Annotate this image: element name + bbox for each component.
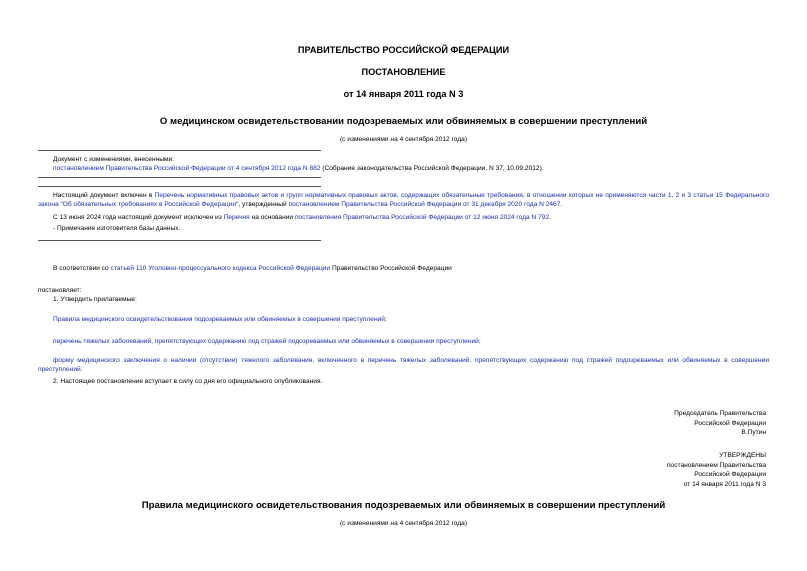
changes-block [53, 155, 773, 173]
item-1: 1. Утвердить прилагаемые: [53, 296, 137, 303]
rules-title: Правила медицинского освидетельствования подозреваемых или обвиняемых в совершении преступлений [141, 500, 666, 511]
edition-note: (с изменениями на 4 сентября 2012 года) [339, 136, 468, 143]
date-number: от 14 января 2011 года N 3 [343, 89, 464, 99]
approval-date: от 14 января 2011 года N 3 [683, 480, 766, 488]
signature-org: Российской Федерации [694, 419, 766, 427]
signature-block [674, 409, 766, 438]
document-title: О медицинском освидетельствовании подозреваемых или обвиняемых в совершении преступлений [159, 116, 648, 127]
rules-edition: (с изменениями на 4 сентября 2012 года) [339, 520, 468, 527]
approval-block [667, 451, 766, 489]
decree-792-link[interactable]: постановления Правительства Российской Федерации от 12 июня 2024 года N 792 [294, 214, 550, 221]
medical-form-link[interactable]: форму медицинского заключения о наличии (отсутствии) тяжелого заболевания, включенного в перечень тяжелых заболеваний, препятствующих содержанию под стражей подозреваемых или обвиняемых в совершении преступлений. [38, 357, 769, 373]
amendment-link[interactable]: постановлением Правительства Российской Федерации от 4 сентября 2012 года N 882 [53, 165, 321, 172]
perechen-link[interactable]: Перечень нормативных правовых актов и групп нормативных правовых актов, содержащих обязательные требования, в отношении которых не применяются части 1, 2 и 3 статьи 15 Федерального закона "Об обязательных требованиях в Российской Федерации" [38, 192, 769, 208]
divider [38, 186, 321, 187]
rules-link[interactable]: Правила медицинского освидетельствования подозреваемых или обвиняемых в совершении преступлений; [53, 316, 387, 323]
decree-word: постановляет: [38, 287, 82, 294]
exclusion-paragraph [53, 213, 769, 222]
preamble-text: В соответствии со [53, 265, 111, 272]
form-link-line [38, 356, 769, 374]
preamble [53, 264, 769, 273]
doc-type-heading: ПОСТАНОВЛЕНИЕ [361, 67, 446, 77]
perechen-short-link[interactable]: Перечня [223, 214, 250, 221]
divider [38, 240, 321, 241]
note-text: , утвержденный [238, 201, 289, 208]
signature-position: Председатель Правительства [674, 410, 766, 417]
note-text: на основании [249, 214, 295, 221]
approval-word: УТВЕРЖДЕНЫ [719, 452, 766, 459]
db-remark: - Примечание изготовителя базы данных. [53, 225, 181, 232]
list-link-line [53, 337, 481, 346]
changes-line [53, 164, 773, 173]
divider [38, 177, 321, 178]
diseases-list-link[interactable]: перечень тяжелых заболеваний, препятствующих содержанию под стражей подозреваемых или обвиняемых в совершении преступлений; [53, 338, 481, 345]
note-text: С 13 июня 2024 года настоящий документ исключен из [53, 214, 224, 221]
note-text: . [549, 214, 551, 221]
rules-link-line [53, 315, 387, 324]
item-2: 2. Настоящее постановление вступает в силу со дня его официального опубликования. [53, 378, 323, 385]
changes-source: (Собрание законодательства Российской Федерации, N 37, 10.09.2012). [320, 165, 544, 172]
preamble-text: Правительство Российской Федерации [330, 265, 452, 272]
approval-decree: постановлением Правительства [666, 461, 766, 469]
government-heading: ПРАВИТЕЛЬСТВО РОССИЙСКОЙ ФЕДЕРАЦИИ [297, 45, 510, 55]
approval-org: Российской Федерации [694, 471, 766, 479]
signature-name: В.Путин [741, 429, 766, 437]
divider [38, 150, 321, 151]
note-text: . [560, 201, 563, 208]
note-paragraph [38, 191, 769, 209]
changes-intro: Документ с изменениями, внесенными: [53, 156, 175, 163]
note-text: Настоящий документ включен в [53, 192, 155, 199]
decree-2467-link[interactable]: постановлением Правительства Российской Федерации от 31 декабря 2020 года N 2467 [288, 201, 561, 208]
upk-article-link[interactable]: статьей 110 Уголовно-процессуального кодекса Российской Федерации [110, 265, 331, 272]
